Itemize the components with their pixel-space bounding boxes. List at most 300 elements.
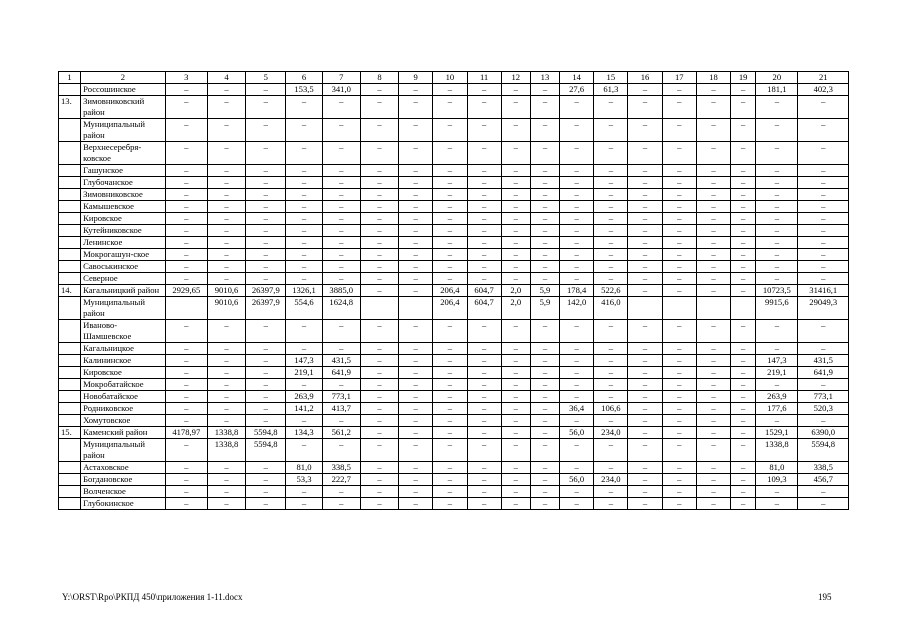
table-cell: – xyxy=(501,439,530,462)
table-cell: – xyxy=(696,379,730,391)
table-cell: – xyxy=(360,285,398,297)
table-cell: – xyxy=(322,189,360,201)
table-cell: – xyxy=(628,237,662,249)
row-name: Кагальницкое xyxy=(81,343,166,355)
table-cell: – xyxy=(628,379,662,391)
row-name: Камышевское xyxy=(81,201,166,213)
table-cell: – xyxy=(696,237,730,249)
table-cell: 206,4 xyxy=(433,285,467,297)
table-cell: – xyxy=(756,249,798,261)
table-cell: – xyxy=(246,142,286,165)
table-cell: 2,0 xyxy=(501,297,530,320)
table-cell: 2929,65 xyxy=(165,285,207,297)
row-number xyxy=(59,415,81,427)
table-cell: – xyxy=(501,355,530,367)
row-number xyxy=(59,474,81,486)
table-cell: – xyxy=(246,189,286,201)
table-row xyxy=(59,249,849,261)
row-number xyxy=(59,119,81,142)
table-cell: – xyxy=(207,84,245,96)
table-cell: – xyxy=(798,273,849,285)
table-cell: 338,5 xyxy=(322,462,360,474)
table-cell: – xyxy=(731,261,756,273)
row-name: Зимовниковское xyxy=(81,189,166,201)
table-cell: – xyxy=(165,165,207,177)
row-name: Зимовниковский район xyxy=(81,96,166,119)
row-number xyxy=(59,498,81,510)
table-cell: 56,0 xyxy=(560,474,594,486)
table-cell: – xyxy=(731,379,756,391)
table-cell: – xyxy=(165,189,207,201)
table-cell: – xyxy=(696,320,730,343)
table-cell: – xyxy=(322,237,360,249)
table-cell: – xyxy=(628,343,662,355)
table-cell: – xyxy=(696,391,730,403)
table-cell: – xyxy=(628,498,662,510)
table-cell: – xyxy=(467,177,501,189)
table-cell: – xyxy=(696,355,730,367)
column-header: 13 xyxy=(530,72,559,84)
table-row xyxy=(59,391,849,403)
table-cell: – xyxy=(628,285,662,297)
table-cell: – xyxy=(286,119,322,142)
table-cell: – xyxy=(399,225,433,237)
table-cell xyxy=(360,297,398,320)
table-row xyxy=(59,403,849,415)
table-cell: – xyxy=(433,261,467,273)
table-cell: – xyxy=(467,403,501,415)
table-cell: – xyxy=(594,225,628,237)
table-cell: – xyxy=(530,343,559,355)
row-name: Ленинское xyxy=(81,237,166,249)
table-cell: – xyxy=(696,225,730,237)
table-cell: 5594,8 xyxy=(798,439,849,462)
table-cell: – xyxy=(530,189,559,201)
table-cell: – xyxy=(286,225,322,237)
table-row xyxy=(59,84,849,96)
table-cell: 234,0 xyxy=(594,427,628,439)
table-cell: – xyxy=(467,486,501,498)
table-cell: – xyxy=(696,343,730,355)
table-cell: 604,7 xyxy=(467,285,501,297)
table-cell: 1338,8 xyxy=(207,439,245,462)
table-cell: – xyxy=(246,474,286,486)
table-cell: – xyxy=(696,273,730,285)
table-cell: 413,7 xyxy=(322,403,360,415)
table-cell: – xyxy=(662,189,696,201)
row-number xyxy=(59,189,81,201)
column-header: 2 xyxy=(81,72,166,84)
table-cell: 181,1 xyxy=(756,84,798,96)
table-cell: – xyxy=(165,320,207,343)
table-cell: – xyxy=(399,261,433,273)
row-name: Новобатайское xyxy=(81,391,166,403)
table-row xyxy=(59,367,849,379)
column-header: 14 xyxy=(560,72,594,84)
table-cell: – xyxy=(207,403,245,415)
row-name: Кировское xyxy=(81,367,166,379)
table-cell: – xyxy=(628,96,662,119)
table-body xyxy=(59,72,849,510)
table-cell: – xyxy=(467,119,501,142)
table-cell: – xyxy=(286,165,322,177)
table-cell: – xyxy=(360,273,398,285)
table-cell: – xyxy=(467,237,501,249)
row-name: Богдановское xyxy=(81,474,166,486)
table-cell: 134,3 xyxy=(286,427,322,439)
table-cell: – xyxy=(165,355,207,367)
table-cell: – xyxy=(731,343,756,355)
table-cell: 416,0 xyxy=(594,297,628,320)
row-name: Мокробатайское xyxy=(81,379,166,391)
table-cell: – xyxy=(662,343,696,355)
table-cell: – xyxy=(360,367,398,379)
table-cell: – xyxy=(560,439,594,462)
table-cell: – xyxy=(286,201,322,213)
table-cell: – xyxy=(286,320,322,343)
table-cell: – xyxy=(696,427,730,439)
table-cell: – xyxy=(662,320,696,343)
table-cell: – xyxy=(731,498,756,510)
table-cell: – xyxy=(756,189,798,201)
column-header: 11 xyxy=(467,72,501,84)
table-cell: – xyxy=(501,462,530,474)
table-cell: – xyxy=(246,379,286,391)
table-cell xyxy=(662,297,696,320)
row-name: Глубочанское xyxy=(81,177,166,189)
page-number: 195 xyxy=(818,592,832,602)
table-cell: – xyxy=(360,237,398,249)
table-cell: – xyxy=(560,273,594,285)
table-cell: – xyxy=(207,474,245,486)
table-cell: – xyxy=(530,177,559,189)
table-cell: – xyxy=(207,367,245,379)
column-header: 1 xyxy=(59,72,81,84)
table-cell: – xyxy=(530,165,559,177)
table-cell: – xyxy=(433,237,467,249)
table-cell: – xyxy=(433,498,467,510)
table-cell: – xyxy=(433,439,467,462)
table-cell: 147,3 xyxy=(286,355,322,367)
table-cell: – xyxy=(731,391,756,403)
table-cell: – xyxy=(322,273,360,285)
table-cell: – xyxy=(731,165,756,177)
row-number xyxy=(59,249,81,261)
table-cell: 263,9 xyxy=(286,391,322,403)
table-cell: – xyxy=(662,462,696,474)
table-cell: 456,7 xyxy=(798,474,849,486)
table-cell: – xyxy=(501,142,530,165)
table-cell: – xyxy=(594,486,628,498)
table-cell: 141,2 xyxy=(286,403,322,415)
table-cell: – xyxy=(530,391,559,403)
table-cell: – xyxy=(322,320,360,343)
table-cell: – xyxy=(433,249,467,261)
table-cell: – xyxy=(501,367,530,379)
column-header: 9 xyxy=(399,72,433,84)
footer-file-path: Y:\ORST\Rpo\РКПД 450\приложения 1-11.docx xyxy=(62,592,243,602)
table-cell: – xyxy=(322,177,360,189)
row-number xyxy=(59,343,81,355)
table-cell: – xyxy=(246,237,286,249)
column-header: 4 xyxy=(207,72,245,84)
table-cell: – xyxy=(501,84,530,96)
table-cell: – xyxy=(165,498,207,510)
table-cell: 5,9 xyxy=(530,297,559,320)
table-cell: – xyxy=(165,96,207,119)
table-cell: – xyxy=(594,355,628,367)
table-cell: – xyxy=(594,165,628,177)
table-cell: – xyxy=(798,177,849,189)
table-row xyxy=(59,355,849,367)
row-name: Волченское xyxy=(81,486,166,498)
row-number xyxy=(59,273,81,285)
table-cell: – xyxy=(399,142,433,165)
table-cell: 520,3 xyxy=(798,403,849,415)
table-cell: – xyxy=(594,213,628,225)
table-cell: – xyxy=(662,84,696,96)
table-cell: – xyxy=(696,213,730,225)
table-cell: – xyxy=(731,177,756,189)
column-header: 19 xyxy=(731,72,756,84)
table-cell: – xyxy=(731,486,756,498)
table-cell: – xyxy=(246,462,286,474)
table-cell: – xyxy=(662,201,696,213)
table-cell: – xyxy=(731,415,756,427)
table-cell: – xyxy=(798,119,849,142)
table-cell: – xyxy=(731,439,756,462)
row-name: Северное xyxy=(81,273,166,285)
table-cell: – xyxy=(467,367,501,379)
table-cell: – xyxy=(696,439,730,462)
table-cell: 773,1 xyxy=(798,391,849,403)
row-number xyxy=(59,367,81,379)
table-cell: – xyxy=(246,355,286,367)
table-cell: 56,0 xyxy=(560,427,594,439)
table-cell: – xyxy=(467,84,501,96)
table-cell: – xyxy=(207,379,245,391)
table-cell: – xyxy=(165,119,207,142)
table-cell: – xyxy=(530,474,559,486)
table-cell: – xyxy=(433,403,467,415)
table-cell: – xyxy=(207,189,245,201)
table-cell: – xyxy=(399,474,433,486)
table-cell: – xyxy=(165,273,207,285)
table-cell: – xyxy=(360,213,398,225)
table-cell: – xyxy=(467,249,501,261)
table-cell: – xyxy=(207,273,245,285)
table-cell: – xyxy=(207,177,245,189)
row-number xyxy=(59,355,81,367)
row-number: 14. xyxy=(59,285,81,297)
table-cell: – xyxy=(628,165,662,177)
table-cell: – xyxy=(399,285,433,297)
table-cell: – xyxy=(360,96,398,119)
table-cell: – xyxy=(165,462,207,474)
table-cell: – xyxy=(696,415,730,427)
table-cell: – xyxy=(207,261,245,273)
table-cell: – xyxy=(628,273,662,285)
table-cell: – xyxy=(467,273,501,285)
table-cell: 402,3 xyxy=(798,84,849,96)
table-cell: – xyxy=(628,261,662,273)
table-cell: – xyxy=(165,225,207,237)
row-name: Россошинское xyxy=(81,84,166,96)
table-cell: – xyxy=(207,142,245,165)
row-name: Муниципальный район xyxy=(81,439,166,462)
table-cell: – xyxy=(467,165,501,177)
table-cell: 6390,0 xyxy=(798,427,849,439)
table-cell: 5,9 xyxy=(530,285,559,297)
table-cell: – xyxy=(360,391,398,403)
table-cell: – xyxy=(433,462,467,474)
table-cell: – xyxy=(628,84,662,96)
table-cell: – xyxy=(628,225,662,237)
table-cell: 153,5 xyxy=(286,84,322,96)
table-cell: 263,9 xyxy=(756,391,798,403)
table-cell: – xyxy=(501,320,530,343)
table-cell: 9010,6 xyxy=(207,285,245,297)
table-cell: – xyxy=(246,213,286,225)
row-number xyxy=(59,391,81,403)
table-cell: – xyxy=(165,177,207,189)
row-number xyxy=(59,84,81,96)
table-cell: – xyxy=(530,498,559,510)
table-cell: – xyxy=(501,249,530,261)
table-cell: – xyxy=(798,237,849,249)
table-cell: – xyxy=(628,177,662,189)
table-cell: – xyxy=(696,462,730,474)
table-cell: – xyxy=(756,165,798,177)
table-cell: – xyxy=(433,165,467,177)
table-cell: – xyxy=(798,343,849,355)
table-cell: – xyxy=(399,427,433,439)
table-cell: – xyxy=(696,119,730,142)
table-cell: 1326,1 xyxy=(286,285,322,297)
table-cell: – xyxy=(628,320,662,343)
table-cell: – xyxy=(594,379,628,391)
table-cell: 431,5 xyxy=(798,355,849,367)
table-cell: – xyxy=(467,225,501,237)
table-cell: – xyxy=(662,486,696,498)
table-cell: – xyxy=(560,462,594,474)
table-cell: – xyxy=(286,415,322,427)
table-cell: – xyxy=(696,498,730,510)
table-cell: – xyxy=(322,96,360,119)
table-cell: 178,4 xyxy=(560,285,594,297)
table-cell: – xyxy=(165,486,207,498)
table-cell: – xyxy=(530,462,559,474)
table-cell: – xyxy=(530,201,559,213)
table-cell: – xyxy=(322,343,360,355)
table-cell: – xyxy=(662,355,696,367)
row-number xyxy=(59,297,81,320)
table-cell: 219,1 xyxy=(286,367,322,379)
table-cell: – xyxy=(433,367,467,379)
table-cell: – xyxy=(399,415,433,427)
table-cell: – xyxy=(530,249,559,261)
table-cell: – xyxy=(798,320,849,343)
table-cell: 5594,8 xyxy=(246,439,286,462)
table-cell: – xyxy=(399,486,433,498)
table-cell: – xyxy=(756,142,798,165)
row-name: Савоськинское xyxy=(81,261,166,273)
table-cell: – xyxy=(628,249,662,261)
table-cell: – xyxy=(501,273,530,285)
table-row xyxy=(59,201,849,213)
table-cell: – xyxy=(286,439,322,462)
table-cell: – xyxy=(560,355,594,367)
table-cell: – xyxy=(433,474,467,486)
row-name: Муниципальный район xyxy=(81,297,166,320)
row-number xyxy=(59,165,81,177)
table-cell: – xyxy=(286,249,322,261)
table-cell: – xyxy=(756,486,798,498)
table-cell: – xyxy=(662,225,696,237)
table-cell: – xyxy=(731,249,756,261)
table-cell: – xyxy=(207,213,245,225)
table-cell: – xyxy=(360,486,398,498)
table-cell: – xyxy=(399,213,433,225)
table-cell: – xyxy=(756,225,798,237)
table-cell: – xyxy=(501,96,530,119)
row-name: Кагальницкий район xyxy=(81,285,166,297)
table-cell: – xyxy=(433,213,467,225)
table-row xyxy=(59,320,849,343)
table-cell: – xyxy=(798,486,849,498)
table-cell: – xyxy=(594,498,628,510)
table-cell: – xyxy=(399,462,433,474)
table-cell: – xyxy=(560,498,594,510)
table-row xyxy=(59,273,849,285)
table-cell: – xyxy=(731,285,756,297)
table-row xyxy=(59,261,849,273)
table-cell: – xyxy=(360,320,398,343)
table-cell: – xyxy=(662,427,696,439)
row-name: Глубокинское xyxy=(81,498,166,510)
table-cell: – xyxy=(286,379,322,391)
table-cell: – xyxy=(731,119,756,142)
table-cell: – xyxy=(399,96,433,119)
table-cell: – xyxy=(628,415,662,427)
table-row xyxy=(59,474,849,486)
table-cell: – xyxy=(467,498,501,510)
table-cell: – xyxy=(756,343,798,355)
table-cell: 31416,1 xyxy=(798,285,849,297)
table-cell: 5594,8 xyxy=(246,427,286,439)
column-header: 16 xyxy=(628,72,662,84)
table-cell: – xyxy=(322,165,360,177)
table-cell: 4178,97 xyxy=(165,427,207,439)
table-cell: – xyxy=(530,427,559,439)
table-cell: – xyxy=(662,367,696,379)
table-cell: – xyxy=(594,177,628,189)
table-cell: – xyxy=(501,391,530,403)
table-cell: – xyxy=(165,249,207,261)
table-cell: – xyxy=(594,189,628,201)
table-cell: – xyxy=(628,391,662,403)
table-cell: – xyxy=(433,189,467,201)
table-cell: – xyxy=(731,474,756,486)
table-cell: – xyxy=(798,96,849,119)
row-name: Астаховское xyxy=(81,462,166,474)
table-cell: – xyxy=(433,427,467,439)
table-cell: 29049,3 xyxy=(798,297,849,320)
table-cell: – xyxy=(286,96,322,119)
table-cell: – xyxy=(501,343,530,355)
table-cell: – xyxy=(165,261,207,273)
table-cell: – xyxy=(246,391,286,403)
